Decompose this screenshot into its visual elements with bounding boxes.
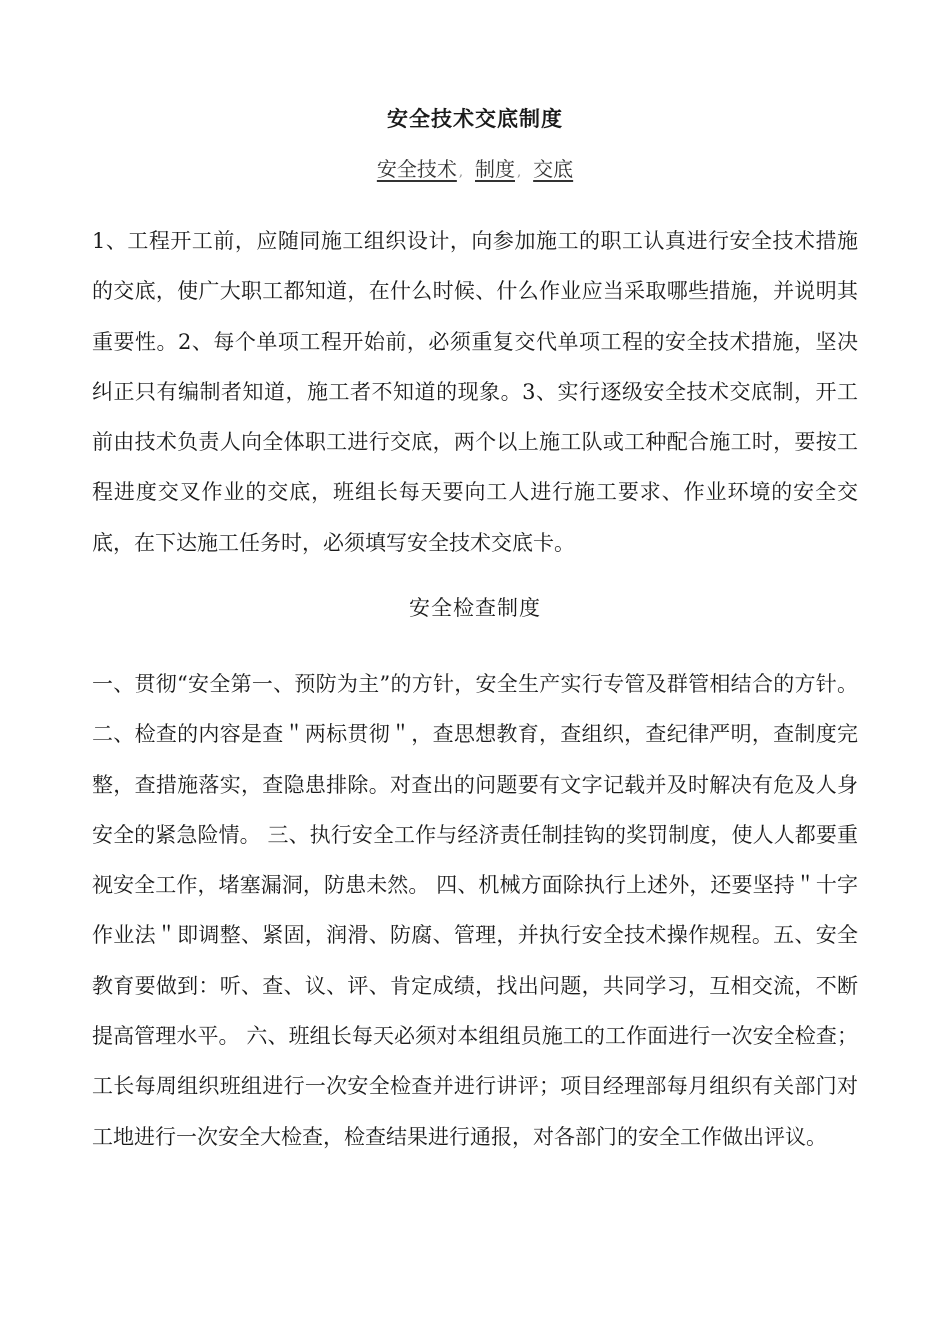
document-title: 安全技术交底制度 bbox=[387, 106, 563, 131]
tag-link-briefing[interactable]: 交底 bbox=[533, 157, 574, 181]
tag-list bbox=[0, 153, 950, 182]
tag-link-safety-tech[interactable]: 安全技术 bbox=[376, 157, 457, 181]
paragraph-safety-inspection: 一、贯彻“安全第一、预防为主”的方针，安全生产实行专管及群管相结合的方针。 二、检查的内容是查＂两标贯彻＂，查思想教育，查组织，查纪律严明，查制度完整，查措施落实，查隐患排除。对查出的问题要有文字记载并及时解决有危及人身安全的紧急险情。 三、执行安全工作与经济责任制挂钩的奖罚制度，使人人都要重视安全工作，堵塞漏洞，防患未然。 四、机械方面除执行上述外，还要坚持＂十字作业法＂即调整、紧固，润滑、防腐、管理，并执行安全技术操作规程。五、安全教育要做到：听、查、议、评、肯定成绩，找出问题，共同学习，互相交流，不断提高管理水平。 六、班组长每天必须对本组组员施工的工作面进行一次安全检查；工长每周组织班组进行一次安全检查并进行讲评；项目经理部每月组织有关部门对工地进行一次安全大检查，检查结果进行通报，对各部门的安全工作做出评议。 bbox=[92, 672, 858, 1149]
section-title-safety-inspection: 安全检查制度 bbox=[409, 596, 541, 620]
tag-link-system[interactable]: 制度 bbox=[475, 157, 515, 181]
paragraph-safety-briefing: 1、工程开工前，应随同施工组织设计，向参加施工的职工认真进行安全技术措施的交底，使广大职工都知道，在什么时候、什么作业应当采取哪些措施，并说明其重要性。2、每个单项工程开始前，必须重复交代单项工程的安全技术措施，坚决纠正只有编制者知道，施工者不知道的现象。3、实行逐级安全技术交底制，开工前由技术负责人向全体职工进行交底，两个以上施工队或工种配合施工时，要按工程进度交叉作业的交底，班组长每天要向工人进行施工要求、作业环境的安全交底，在下达施工任务时，必须填写安全技术交底卡。 bbox=[92, 229, 858, 555]
tag-separator: , bbox=[458, 165, 463, 180]
tag-separator: , bbox=[517, 165, 522, 180]
